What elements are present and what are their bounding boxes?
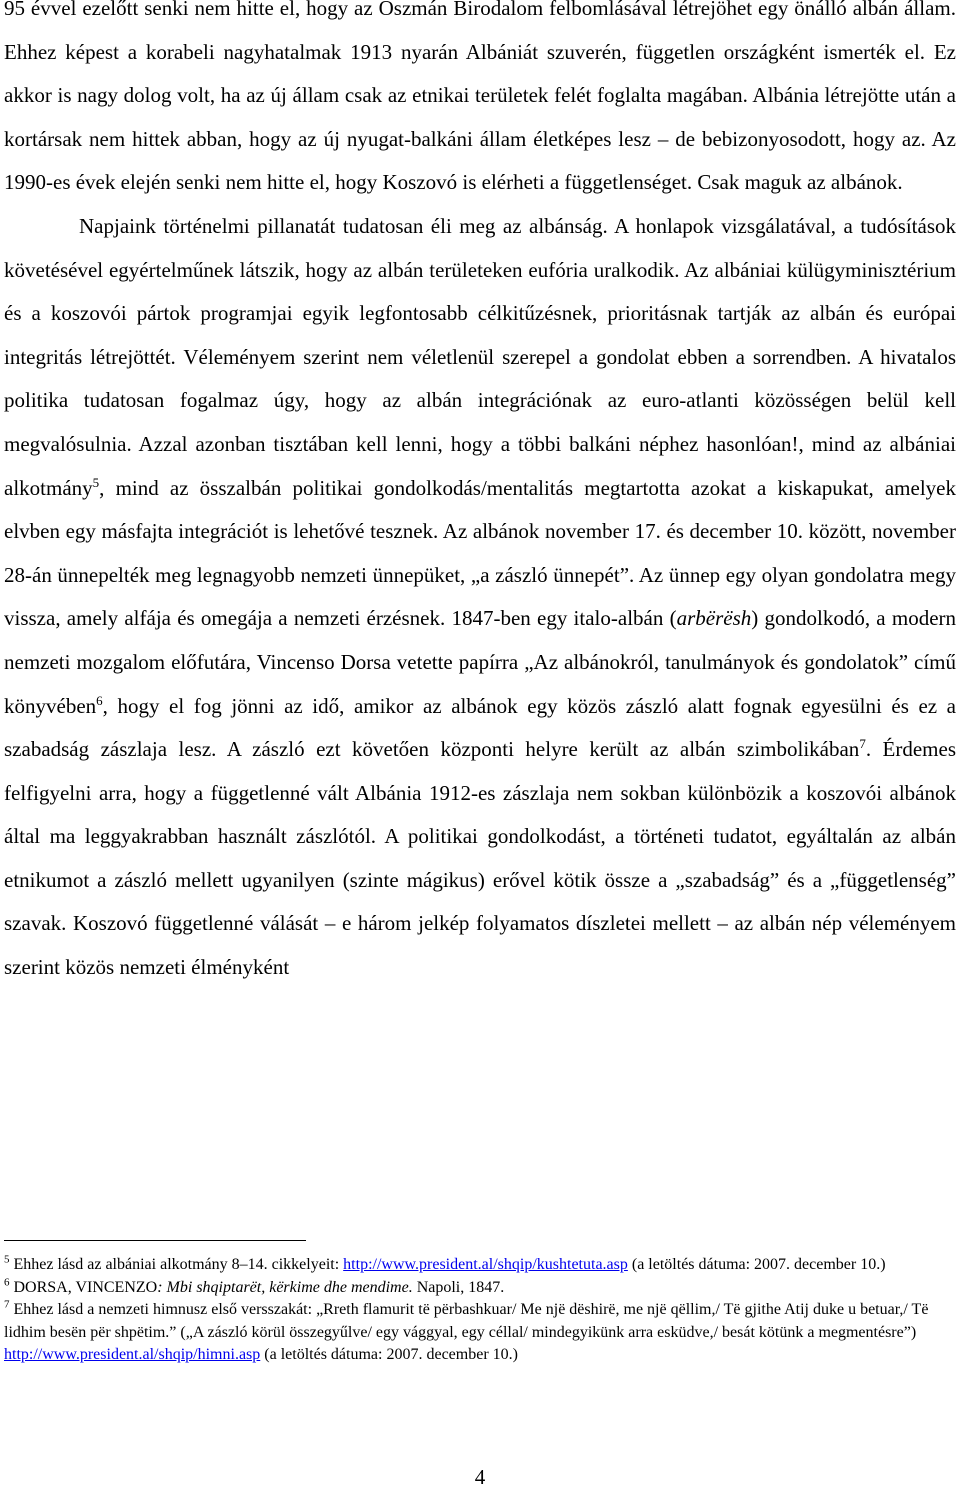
footnotes <box>4 1254 956 1367</box>
footnote-ref: 5 <box>4 1253 10 1266</box>
footnote-ref: 7 <box>4 1298 10 1311</box>
footnote-separator <box>4 1240 306 1241</box>
footnote-5 <box>4 1254 956 1277</box>
page-number: 4 <box>474 1465 486 1489</box>
hyperlink[interactable]: http://www.president.al/shqip/kushtetuta.asp <box>343 1256 628 1273</box>
text-run: Napjaink történelmi pillanatát tudatosan éli meg az albánság. A honlapok vizsgálatával, a tudósítások követésével egyértelműnek látszik, hogy az albán területeken eufória uralkodik. Az albániai külügyminisztérium és a koszovói pártok programjai egyik legfontosabb célkitűzésnek, prioritásnak tartják az albán és európai integritás létrejöttét. Véleményem szerint nem véletlenül szerepel a gondolat ebben a sorrendben. A hivatalos politika tudatosan fogalmaz úgy, hogy az albán integrációnak az euro-atlanti közösségen belül kell megvalósulnia. Azzal azonban tisztában kell lenni, hogy a többi balkáni néphez hasonlóan!, mind az albániai alkotmány <box>4 213 956 500</box>
text-run: (a letöltés dátuma: 2007. december 10.) <box>627 1256 886 1273</box>
footnote-ref: 5 <box>92 474 100 490</box>
text-run: , mind az összalbán politikai gondolkodás/mentalitás megtartotta azokat a kiskapukat, amelyek elvben egy másfajta integrációt is lehetővé tesznek. Az albánok november 17. és december 10. között, november 28-án ünnepelték meg legnagyobb nemzeti ünnepüket, „a zászló ünnepét”. Az ünnep egy olyan gondolatra megy vissza, amely alfája és omegája a nemzeti érzésnek. 1847-ben egy italo-albán ( <box>4 475 956 631</box>
text-run: , hogy el fog jönni az idő, amikor az albánok egy közös zászló alatt fognak egyesülni és ez a szabadság zászlaja lesz. A zászló ezt követően központi helyre került az albán szimbolikában <box>4 693 956 762</box>
italic-text: arbërësh <box>676 606 752 631</box>
text-run: Napoli, 1847. <box>412 1278 505 1296</box>
footnote-7 <box>4 1299 956 1367</box>
footnote-ref: 6 <box>96 692 103 708</box>
italic-text: : Mbi shqiptarët, kërkime dhe mendime. <box>157 1278 413 1296</box>
paragraph-1 <box>4 0 956 205</box>
hyperlink[interactable]: http://www.president.al/shqip/himni.asp <box>4 1346 261 1363</box>
paragraph-2 <box>4 205 956 990</box>
body-text <box>4 0 956 990</box>
text-run: Ehhez lásd az albániai alkotmány 8–14. cikkelyeit: <box>9 1256 344 1273</box>
document-page <box>4 0 956 1492</box>
text-run: Ehhez lásd a nemzeti himnusz első versszakát: „Rreth flamurit të përbashkuar/ Me një dëshirë, me një qëllim,/ Të gjithe Atij duke u betuar,/ Të lidhim besën për shpëtim.” („A zászló körül összegyűlve/ egy vággyal, egy céllal/ mindegyikünk arra esküdve,/ besát kötünk a megmentésre”) <box>4 1301 929 1341</box>
text-run: DORSA, VINCENZO <box>9 1278 158 1296</box>
text-run: 95 évvel ezelőtt senki nem hitte el, hogy az Oszmán Birodalom felbomlásával létrejöhet egy önálló albán állam. Ehhez képest a korabeli nagyhatalmak 1913 nyarán Albániát szuverén, független országként ismerték el. Ez akkor is nagy dolog volt, ha az új állam csak az etnikai területek felét foglalta magában. Albánia létrejötte után a kortársak nem hittek abban, hogy az új nyugat-balkáni állam életképes lesz – de bebizonyosodott, hogy az. Az 1990-es évek elején senki nem hitte el, hogy Koszovó is elérheti a függetlenséget. Csak maguk az albánok. <box>4 0 956 195</box>
footnote-ref: 7 <box>859 736 866 752</box>
text-run: ) gondolkodó, a modern nemzeti mozgalom előfutára, Vincenso Dorsa vetette papírra „Az albánokról, tanulmányok és gondolatok” című könyvében <box>4 606 957 718</box>
text-run: . Érdemes felfigyelni arra, hogy a függetlenné vált Albánia 1912-es zászlaja nem sokban különbözik a koszovói albánok által ma leggyakrabban használt zászlótól. A politikai gondolkodást, a történeti tudatot, egyáltalán az albán etnikumot a zászló mellett ugyanilyen (szinte mágikus) erővel kötik össze a „szabadság” és a „függetlenség” szavak. Koszovó függetlenné válását – e három jelkép folyamatos díszletei mellett – az albán nép véleményem szerint közös nemzeti élményként <box>4 737 956 980</box>
footnote-ref: 6 <box>4 1276 10 1289</box>
footnote-6 <box>4 1277 956 1300</box>
text-run: (a letöltés dátuma: 2007. december 10.) <box>260 1346 518 1363</box>
